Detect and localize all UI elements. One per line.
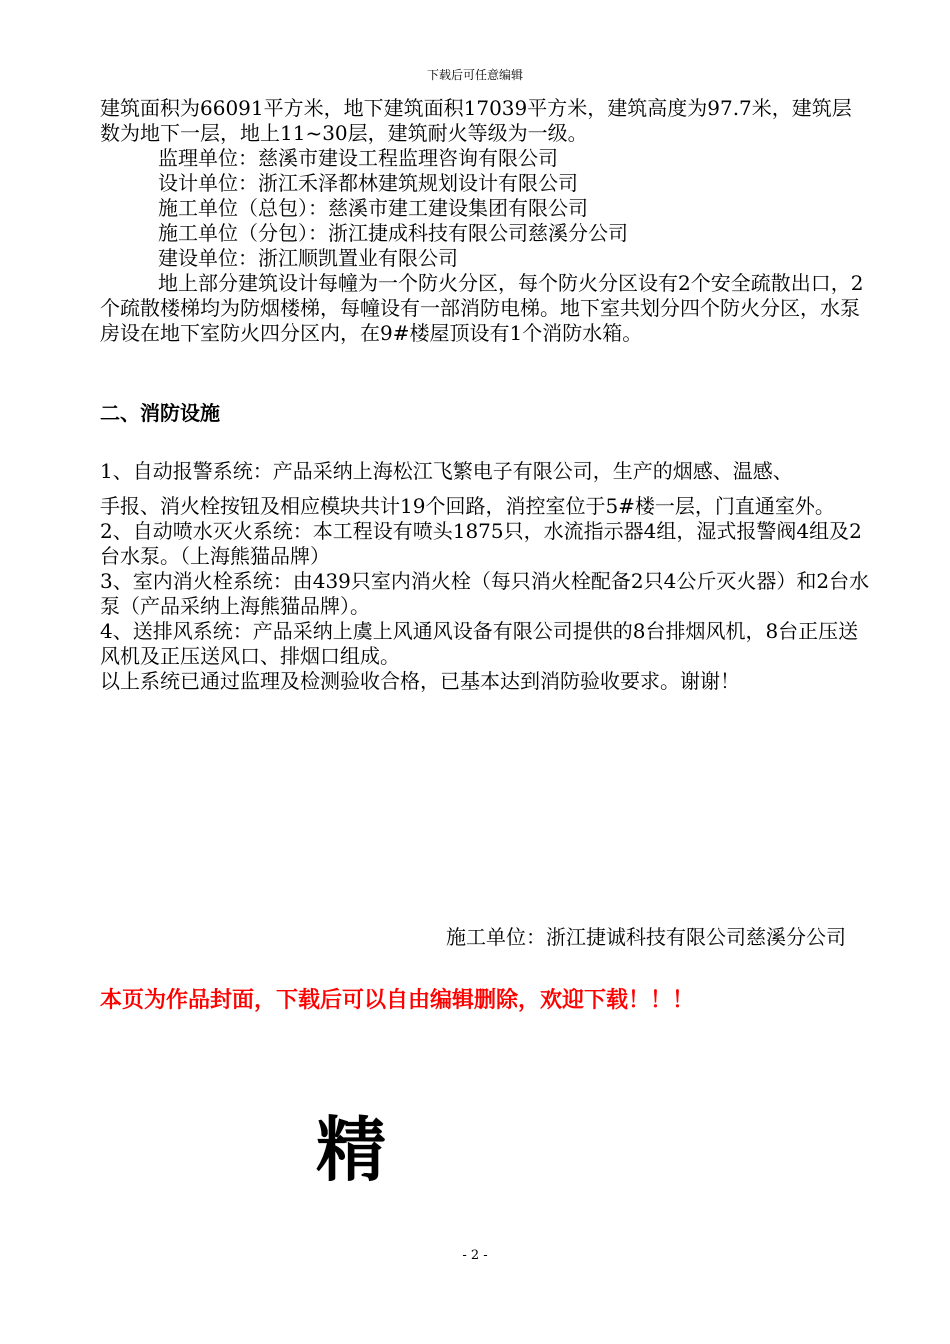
design-unit: 设计单位：浙江禾泽都林建筑规划设计有限公司 bbox=[158, 171, 578, 195]
sprinkler-system: 2、自动喷水灭火系统：本工程设有喷头1875只，水流指示器4组，湿式报警阀4组及2台水泵。（上海熊猫品牌） bbox=[100, 519, 862, 568]
alarm-system-line2: 手报、消火栓按钮及相应模块共计19个回路，消控室位于5#楼一层，门直通室外。 bbox=[100, 494, 835, 518]
construction-unit: 建设单位：浙江顺凯置业有限公司 bbox=[158, 246, 458, 270]
page-number: - 2 - bbox=[462, 1248, 488, 1263]
facilities-list bbox=[100, 459, 870, 694]
section-title: 二、消防设施 bbox=[100, 401, 220, 425]
big-character: 精 bbox=[316, 1109, 386, 1191]
subcontractor: 施工单位（分包）：浙江捷成科技有限公司慈溪分公司 bbox=[158, 221, 628, 245]
alarm-system-line1: 1、自动报警系统：产品采纳上海松江飞繁电子有限公司，生产的烟感、温感、 bbox=[100, 459, 793, 483]
page-header: 下载后可任意编辑 bbox=[426, 68, 523, 82]
general-contractor: 施工单位（总包）：慈溪市建工建设集团有限公司 bbox=[158, 196, 588, 220]
supervision-unit: 监理单位：慈溪市建设工程监理咨询有限公司 bbox=[158, 146, 558, 170]
fire-zone-paragraph: 地上部分建筑设计每幢为一个防火分区，每个防火分区设有2个安全疏散出口，2个疏散楼梯均为防烟楼梯，每幢设有一部消防电梯。地下室共划分四个防火分区，水泵房设在地下室防火四分区内，在9#楼屋顶设有1个消防水箱。 bbox=[100, 271, 864, 345]
conclusion: 以上系统已通过监理及检测验收合格，已基本达到消防验收要求。谢谢！ bbox=[100, 669, 740, 693]
hydrant-system: 3、室内消火栓系统：由439只室内消火栓（每只消火栓配备2只4公斤灭火器）和2台水泵（产品采纳上海熊猫品牌）。 bbox=[100, 569, 870, 618]
intro-paragraph: 建筑面积为66091平方米，地下建筑面积17039平方米，建筑高度为97.7米，建筑层数为地下一层，地上11~30层，建筑耐火等级为一级。 bbox=[100, 96, 852, 145]
intro-block bbox=[100, 96, 870, 346]
cover-notice: 本页为作品封面，下载后可以自由编辑删除，欢迎下载！！！ bbox=[100, 987, 695, 1013]
signature: 施工单位：浙江捷诚科技有限公司慈溪分公司 bbox=[446, 925, 846, 949]
ventilation-system: 4、送排风系统：产品采纳上虞上风通风设备有限公司提供的8台排烟风机，8台正压送风机及正压送风口、排烟口组成。 bbox=[100, 619, 859, 668]
